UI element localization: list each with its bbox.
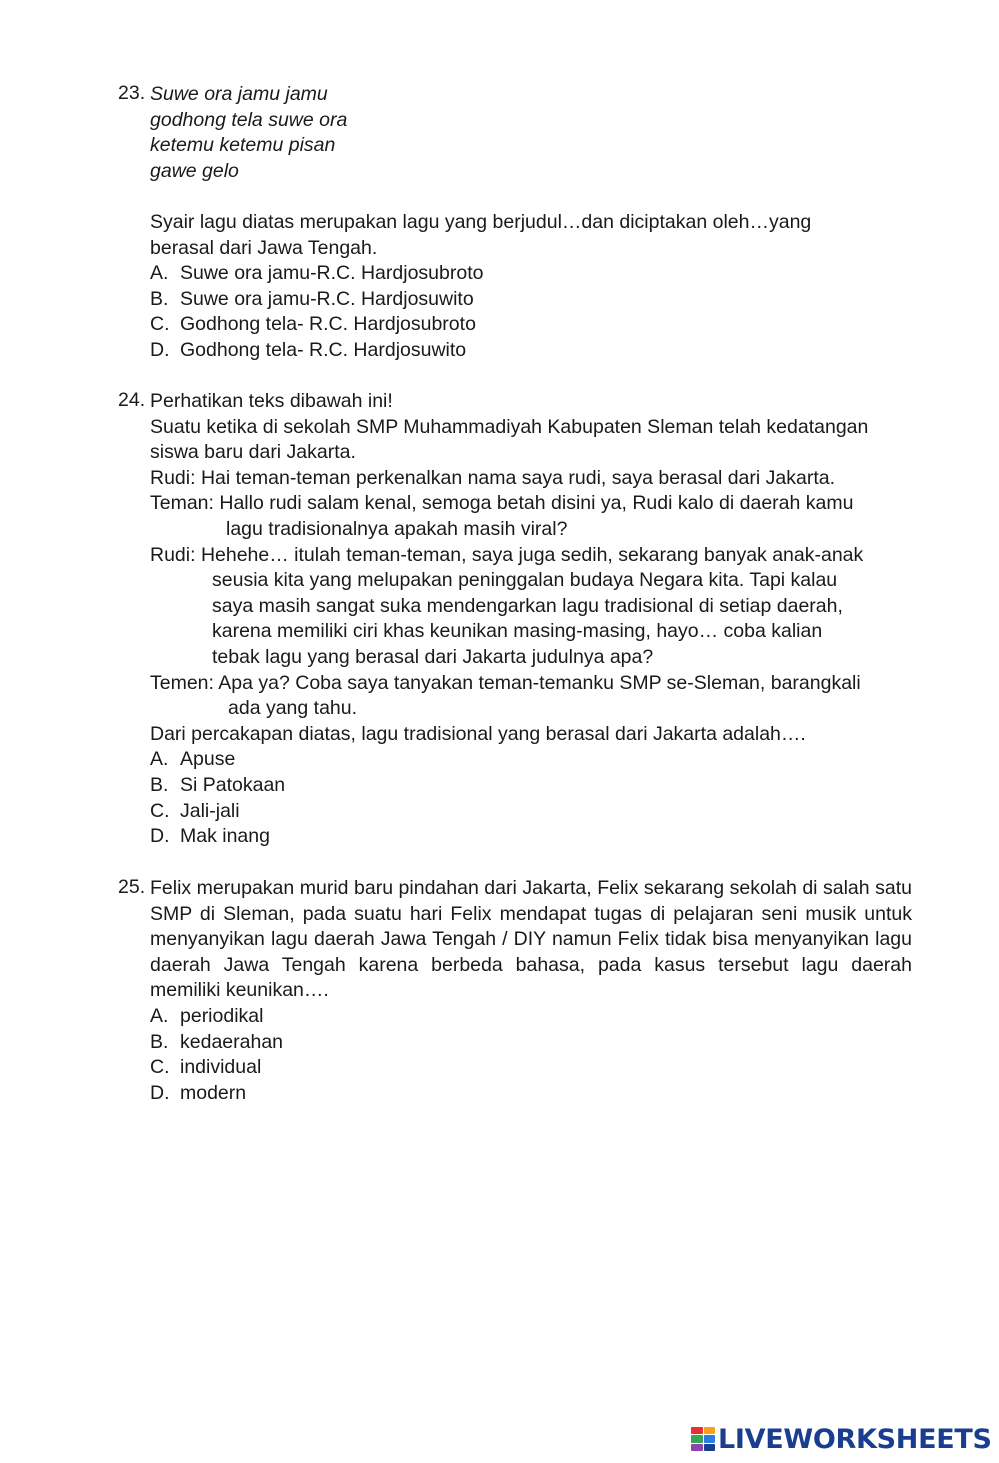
question-24: [118, 389, 918, 850]
question-25: [118, 876, 918, 1106]
option-b[interactable]: B. kedaerahan: [150, 1030, 284, 1053]
dialogue-line: ada yang tahu.: [228, 697, 358, 720]
option-d[interactable]: D. modern: [150, 1081, 247, 1104]
question-number: 23.: [118, 82, 146, 104]
option-a[interactable]: A. Suwe ora jamu-R.C. Hardjosubroto: [150, 262, 484, 285]
question-number: 25.: [118, 876, 146, 898]
option-b[interactable]: B. Suwe ora jamu-R.C. Hardjosuwito: [150, 287, 474, 310]
option-a[interactable]: A. Apuse: [150, 748, 236, 771]
logo-block: [704, 1435, 716, 1442]
dialogue-line: saya masih sangat suka mendengarkan lagu tradisional di setiap daerah,: [212, 594, 843, 617]
logo-block: [691, 1435, 703, 1442]
logo-block: [691, 1427, 703, 1434]
dialogue-line: Teman: Hallo rudi salam kenal, semoga betah disini ya, Rudi kalo di daerah kamu: [150, 492, 854, 515]
lyric-line: godhong tela suwe ora: [150, 108, 348, 131]
question-number: 24.: [118, 389, 146, 411]
logo-block: [691, 1444, 703, 1451]
liveworksheets-logo[interactable]: [691, 1424, 992, 1454]
dialogue-line: Rudi: Hehehe… itulah teman-teman, saya juga sedih, sekarang banyak anak-anak: [150, 543, 864, 566]
question-prompt: Felix merupakan murid baru pindahan dari Jakarta, Felix sekarang sekolah di salah satu SMP di Sleman, pada suatu hari Felix mendapat tugas di pelajaran seni musik untuk menyanyikan lagu daerah Jawa Tengah / DIY namun Felix tidak bisa menyanyikan lagu daerah Jawa Tengah karena berbeda bahasa, pada kasus tersebut lagu daerah memiliki keunikan….: [150, 877, 912, 1002]
dialogue-line: Rudi: Hai teman-teman perkenalkan nama saya rudi, saya berasal dari Jakarta.: [150, 466, 836, 489]
lyric-line: gawe gelo: [150, 159, 239, 182]
dialogue-line: lagu tradisionalnya apakah masih viral?: [226, 517, 568, 540]
logo-block: [704, 1427, 716, 1434]
lyric-line: Suwe ora jamu jamu: [150, 83, 328, 105]
logo-block: [704, 1444, 716, 1451]
option-b[interactable]: B. Si Patokaan: [150, 773, 286, 796]
dialogue-line: Temen: Apa ya? Coba saya tanyakan teman-temanku SMP se-Sleman, barangkali: [150, 671, 861, 694]
question-prompt: Dari percakapan diatas, lagu tradisional yang berasal dari Jakarta adalah….: [150, 722, 806, 745]
question-context: Suatu ketika di sekolah SMP Muhammadiyah Kabupaten Sleman telah kedatangan siswa baru dari Jakarta.: [150, 415, 869, 464]
question-intro: Perhatikan teks dibawah ini!: [150, 390, 393, 412]
option-a[interactable]: A. periodikal: [150, 1004, 264, 1027]
question-prompt: Syair lagu diatas merupakan lagu yang berjudul…dan diciptakan oleh…yang: [150, 210, 812, 233]
dialogue-line: karena memiliki ciri khas keunikan masing-masing, hayo… coba kalian: [212, 620, 823, 643]
option-d[interactable]: D. Godhong tela- R.C. Hardjosuwito: [150, 338, 467, 361]
dialogue-line: seusia kita yang melupakan peninggalan budaya Negara kita. Tapi kalau: [212, 569, 838, 592]
lyric-line: ketemu ketemu pisan: [150, 134, 336, 157]
question-23: [118, 82, 918, 364]
logo-text: LIVEWORKSHEETS: [718, 1423, 992, 1455]
option-c[interactable]: C. individual: [150, 1056, 262, 1079]
option-c[interactable]: C. Jali-jali: [150, 799, 240, 822]
logo-icon: [691, 1427, 715, 1451]
option-c[interactable]: C. Godhong tela- R.C. Hardjosubroto: [150, 313, 476, 336]
question-prompt: berasal dari Jawa Tengah.: [150, 236, 378, 259]
option-d[interactable]: D. Mak inang: [150, 825, 270, 848]
dialogue-line: tebak lagu yang berasal dari Jakarta judulnya apa?: [212, 645, 654, 668]
